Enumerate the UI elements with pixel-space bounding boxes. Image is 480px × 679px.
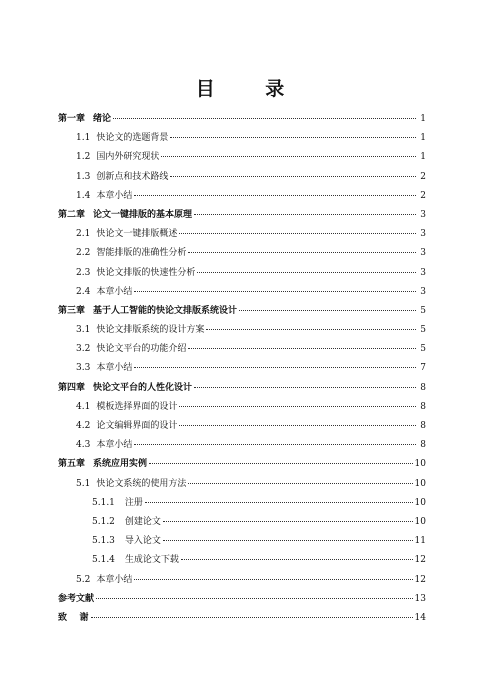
toc-entry-page: 1	[420, 114, 426, 124]
toc-entry[interactable]	[58, 590, 426, 609]
toc-entry-title: 快论文一键排版概述	[96, 229, 178, 240]
toc-entry-number: 1.4	[76, 190, 91, 201]
toc-entry-title: 国内外研究现状	[96, 152, 160, 163]
dot-leader	[163, 521, 413, 522]
toc-entry-page: 11	[414, 536, 426, 547]
toc-entry-page: 10	[414, 516, 426, 527]
toc-entry-page: 3	[420, 267, 426, 278]
toc-entry-title: 快论文排版系统的设计方案	[96, 325, 205, 336]
dot-leader	[179, 233, 416, 234]
toc-entry-title: 论文编辑界面的设计	[96, 421, 178, 431]
toc-entry-number: 5.2	[76, 574, 91, 585]
toc-entry-title: 导入论文	[124, 536, 161, 547]
toc-entry-title: 本章小结	[96, 363, 133, 374]
toc-entry[interactable]	[58, 609, 426, 628]
toc-entry[interactable]	[58, 571, 426, 590]
toc-entry-page: 3	[420, 209, 426, 220]
dot-leader	[134, 367, 416, 368]
toc-entry-page: 2	[420, 171, 426, 182]
toc-entry-title: 创建论文	[124, 516, 161, 527]
dot-leader	[197, 272, 416, 273]
dot-leader	[181, 559, 413, 560]
dot-leader	[188, 348, 416, 349]
toc-entry[interactable]	[58, 302, 426, 321]
toc-entry-number: 5.1	[76, 478, 91, 489]
dot-leader	[134, 291, 416, 292]
toc-entry-title: 快论文的选题背景	[96, 133, 169, 144]
toc-entry-title: 智能排版的准确性分析	[96, 248, 187, 259]
dot-leader	[161, 156, 416, 157]
dot-leader	[149, 463, 413, 464]
toc-entry-title: 生成论文下载	[124, 555, 179, 566]
dot-leader	[134, 444, 416, 445]
toc-entry-number: 1.1	[76, 133, 91, 144]
toc-entry-number: 2.2	[76, 248, 91, 259]
toc-entry-number: 4.1	[76, 401, 91, 412]
toc-entry-page: 5	[420, 325, 426, 336]
toc-entry-number: 1.3	[76, 171, 91, 182]
toc-entry-number: 3.2	[76, 344, 91, 355]
toc-entry-title: 快论文平台的人性化设计	[93, 382, 193, 393]
toc-entry-title: 本章小结	[96, 440, 133, 451]
toc-entry[interactable]	[58, 532, 426, 551]
toc-entry[interactable]	[58, 551, 426, 570]
toc-entry-title: 本章小结	[96, 190, 133, 201]
toc-entry-page: 10	[414, 497, 426, 508]
dot-leader	[188, 252, 416, 253]
toc-entry[interactable]	[58, 225, 426, 244]
toc-entry-page: 7	[420, 363, 426, 374]
toc-entry-number: 4.3	[76, 440, 91, 451]
toc-entry-number: 第四章	[58, 382, 86, 393]
toc-entry-page: 2	[420, 190, 426, 201]
toc-entry-page: 14	[414, 612, 426, 623]
toc-entry-title: 快论文平台的功能介绍	[96, 344, 187, 355]
toc-entry-title: 系统应用实例	[93, 459, 148, 470]
toc-entry[interactable]	[58, 206, 426, 225]
toc-entry[interactable]	[58, 455, 426, 474]
toc-entry[interactable]	[58, 436, 426, 455]
toc-entry[interactable]	[58, 110, 426, 129]
toc-entry-page: 8	[420, 382, 426, 393]
toc-entry-page: 1	[420, 133, 426, 144]
toc-entry-number: 3.1	[76, 325, 91, 336]
toc-entry[interactable]	[58, 321, 426, 340]
toc-entry-number: 第二章	[58, 209, 86, 220]
toc-entry-title: 致 谢	[58, 612, 89, 623]
toc-entry[interactable]	[58, 417, 426, 436]
toc-entry-page: 1	[420, 152, 426, 163]
page-title: 目 录	[195, 78, 307, 100]
toc-entry[interactable]	[58, 168, 426, 187]
dot-leader	[194, 214, 416, 215]
toc-entry[interactable]	[58, 244, 426, 263]
toc-entry-number: 第一章	[58, 114, 86, 124]
toc-entry-number: 3.3	[76, 363, 91, 374]
toc-entry-page: 10	[414, 459, 426, 470]
toc-entry-number: 2.1	[76, 229, 91, 240]
dot-leader	[206, 329, 416, 330]
toc-entry[interactable]	[58, 494, 426, 513]
toc-entry-title: 快论文系统的使用方法	[96, 478, 187, 489]
toc-entry[interactable]	[58, 398, 426, 417]
dot-leader	[179, 425, 416, 426]
toc-entry-title: 本章小结	[96, 574, 133, 585]
toc-entry-number: 第三章	[58, 305, 86, 316]
toc-entry-page: 8	[420, 421, 426, 431]
dot-leader	[91, 617, 413, 618]
toc-entry-title: 创新点和技术路线	[96, 171, 169, 182]
toc-entry-title: 基于人工智能的快论文排版系统设计	[93, 305, 238, 316]
dot-leader	[163, 540, 413, 541]
toc-entry-page: 3	[420, 248, 426, 259]
toc-entry-page: 13	[414, 593, 426, 604]
toc-entry-page: 8	[420, 401, 426, 412]
toc-entry[interactable]	[58, 513, 426, 532]
toc-entry-title: 模板选择界面的设计	[96, 401, 178, 412]
toc-entry-title: 本章小结	[96, 286, 133, 297]
toc-entry-number: 第五章	[58, 459, 86, 470]
toc-entry[interactable]	[58, 129, 426, 148]
dot-leader	[239, 310, 416, 311]
dot-leader	[188, 483, 412, 484]
table-of-contents	[58, 110, 426, 628]
toc-entry-number: 5.1.2	[92, 516, 115, 527]
toc-entry[interactable]	[58, 187, 426, 206]
dot-leader	[170, 176, 416, 177]
dot-leader	[179, 406, 416, 407]
toc-entry-title: 注册	[124, 497, 143, 508]
toc-entry-title: 论文一键排版的基本原理	[93, 209, 193, 220]
dot-leader	[134, 195, 416, 196]
toc-entry[interactable]	[58, 148, 426, 167]
dot-leader	[134, 579, 412, 580]
toc-entry[interactable]	[58, 359, 426, 378]
toc-entry-title: 绪论	[93, 114, 112, 124]
toc-entry-page: 5	[420, 344, 426, 355]
dot-leader	[96, 598, 413, 599]
toc-entry-page: 8	[420, 440, 426, 451]
toc-entry-number: 2.3	[76, 267, 91, 278]
toc-entry-page: 12	[414, 555, 426, 566]
dot-leader	[145, 502, 413, 503]
toc-entry-number: 2.4	[76, 286, 91, 297]
dot-leader	[194, 387, 416, 388]
toc-entry-number: 4.2	[76, 421, 91, 431]
toc-entry[interactable]	[58, 283, 426, 302]
toc-entry[interactable]	[58, 379, 426, 398]
dot-leader	[170, 137, 416, 138]
dot-leader	[113, 118, 416, 119]
toc-entry-number: 5.1.3	[92, 536, 115, 547]
toc-entry-page: 3	[420, 229, 426, 240]
toc-entry-number: 5.1.1	[92, 497, 115, 508]
toc-entry-title: 参考文献	[58, 593, 95, 604]
toc-entry[interactable]	[58, 264, 426, 283]
toc-entry[interactable]	[58, 475, 426, 494]
toc-entry-title: 快论文排版的快速性分析	[96, 267, 196, 278]
toc-entry-page: 5	[420, 305, 426, 316]
toc-entry-page: 12	[414, 574, 426, 585]
toc-entry-page: 10	[414, 478, 426, 489]
toc-entry-number: 5.1.4	[92, 555, 115, 566]
toc-entry[interactable]	[58, 340, 426, 359]
toc-entry-page: 3	[420, 286, 426, 297]
toc-entry-number: 1.2	[76, 152, 91, 163]
